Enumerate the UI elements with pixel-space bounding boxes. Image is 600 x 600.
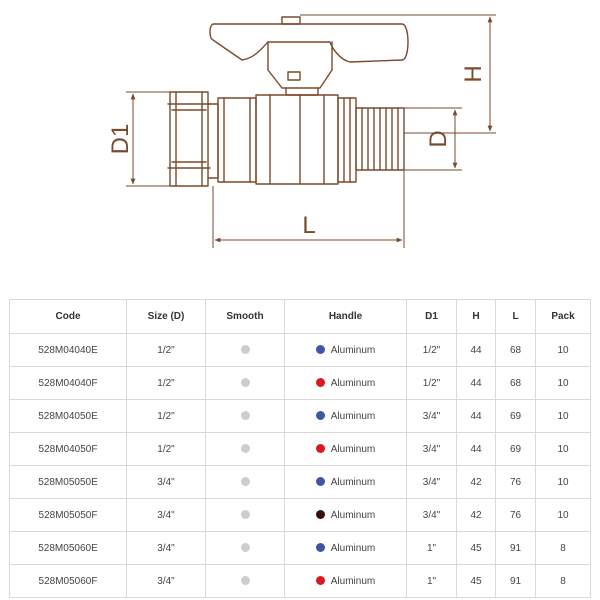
cell-smooth — [206, 466, 285, 499]
cell-smooth — [206, 334, 285, 367]
valve-body-outline — [256, 95, 338, 184]
handle-color-dot-icon — [316, 345, 325, 354]
cell-pack: 10 — [536, 433, 591, 466]
cell-d1: 3/4" — [407, 400, 457, 433]
cell-l: 76 — [496, 499, 536, 532]
dimension-label-h: H — [460, 65, 487, 83]
header-l: L — [496, 300, 536, 334]
handle-color-dot-icon — [316, 477, 325, 486]
threaded-end-outline — [356, 108, 404, 170]
cell-d1: 1/2" — [407, 334, 457, 367]
cell-handle — [285, 433, 407, 466]
header-code: Code — [10, 300, 127, 334]
cell-h: 42 — [457, 499, 496, 532]
handle-material: Aluminum — [330, 344, 376, 356]
smooth-finish-dot-icon — [241, 510, 250, 519]
cell-handle — [285, 499, 407, 532]
cell-d1: 3/4" — [407, 499, 457, 532]
table-row — [10, 466, 591, 499]
cell-handle — [285, 466, 407, 499]
handle-material: Aluminum — [330, 443, 376, 455]
cell-code: 528M05060E — [10, 532, 127, 565]
handle-color-dot-icon — [316, 576, 325, 585]
handle-material: Aluminum — [330, 377, 376, 389]
cell-handle — [285, 400, 407, 433]
cell-smooth — [206, 565, 285, 598]
cell-l: 68 — [496, 367, 536, 400]
cell-handle — [285, 367, 407, 400]
cell-l: 91 — [496, 532, 536, 565]
cell-size: 3/4" — [127, 565, 206, 598]
cell-h: 44 — [457, 367, 496, 400]
table-row — [10, 367, 591, 400]
cell-smooth — [206, 400, 285, 433]
dimension-label-l: L — [302, 212, 316, 239]
table-body — [10, 334, 591, 598]
connector-outline — [208, 98, 256, 182]
cell-pack: 10 — [536, 499, 591, 532]
smooth-finish-dot-icon — [241, 477, 250, 486]
cell-code: 528M04050F — [10, 433, 127, 466]
cell-h: 45 — [457, 532, 496, 565]
header-h: H — [457, 300, 496, 334]
cell-l: 91 — [496, 565, 536, 598]
dimension-label-d: D — [425, 130, 452, 148]
cell-pack: 10 — [536, 334, 591, 367]
smooth-finish-dot-icon — [241, 378, 250, 387]
header-handle: Handle — [285, 300, 407, 334]
cell-pack: 10 — [536, 400, 591, 433]
handle-material: Aluminum — [330, 476, 376, 488]
handle-material: Aluminum — [330, 575, 376, 587]
handle-color-dot-icon — [316, 510, 325, 519]
cell-h: 44 — [457, 334, 496, 367]
handle-color-dot-icon — [316, 444, 325, 453]
cell-size: 1/2" — [127, 367, 206, 400]
cell-handle — [285, 532, 407, 565]
cell-h: 44 — [457, 400, 496, 433]
smooth-finish-dot-icon — [241, 444, 250, 453]
cell-h: 45 — [457, 565, 496, 598]
smooth-finish-dot-icon — [241, 576, 250, 585]
cell-smooth — [206, 433, 285, 466]
cell-d1: 1" — [407, 532, 457, 565]
table-header-row — [10, 300, 591, 334]
handle-material: Aluminum — [330, 542, 376, 554]
header-pack: Pack — [536, 300, 591, 334]
table-row — [10, 565, 591, 598]
union-nut-outline — [168, 92, 210, 186]
body-nut-outline — [338, 98, 356, 182]
cell-size: 1/2" — [127, 433, 206, 466]
cell-l: 68 — [496, 334, 536, 367]
cell-handle — [285, 565, 407, 598]
cell-l: 69 — [496, 400, 536, 433]
cell-code: 528M04040E — [10, 334, 127, 367]
cell-h: 44 — [457, 433, 496, 466]
header-d1: D1 — [407, 300, 457, 334]
cell-smooth — [206, 499, 285, 532]
valve-technical-drawing — [0, 0, 600, 290]
dimension-label-d1: D1 — [107, 123, 134, 155]
smooth-finish-dot-icon — [241, 345, 250, 354]
table-row — [10, 400, 591, 433]
cell-code: 528M04040F — [10, 367, 127, 400]
cell-d1: 3/4" — [407, 466, 457, 499]
specification-table — [9, 299, 591, 598]
table-row — [10, 334, 591, 367]
cell-l: 69 — [496, 433, 536, 466]
cell-handle — [285, 334, 407, 367]
cell-smooth — [206, 532, 285, 565]
smooth-finish-dot-icon — [241, 411, 250, 420]
cell-pack: 10 — [536, 466, 591, 499]
table-row — [10, 532, 591, 565]
cell-size: 1/2" — [127, 400, 206, 433]
cell-code: 528M05060F — [10, 565, 127, 598]
cell-size: 3/4" — [127, 499, 206, 532]
handle-color-dot-icon — [316, 543, 325, 552]
cell-pack: 8 — [536, 565, 591, 598]
handle-material: Aluminum — [330, 509, 376, 521]
cell-size: 3/4" — [127, 466, 206, 499]
header-size: Size (D) — [127, 300, 206, 334]
cell-d1: 1" — [407, 565, 457, 598]
smooth-finish-dot-icon — [241, 543, 250, 552]
handle-material: Aluminum — [330, 410, 376, 422]
cell-size: 1/2" — [127, 334, 206, 367]
cell-code: 528M04050E — [10, 400, 127, 433]
cell-pack: 10 — [536, 367, 591, 400]
cell-smooth — [206, 367, 285, 400]
handle-color-dot-icon — [316, 411, 325, 420]
table-row — [10, 433, 591, 466]
cell-size: 3/4" — [127, 532, 206, 565]
cell-d1: 1/2" — [407, 367, 457, 400]
handle-color-dot-icon — [316, 378, 325, 387]
cell-h: 42 — [457, 466, 496, 499]
cell-pack: 8 — [536, 532, 591, 565]
table-row — [10, 499, 591, 532]
cell-code: 528M05050F — [10, 499, 127, 532]
cell-l: 76 — [496, 466, 536, 499]
header-smooth: Smooth — [206, 300, 285, 334]
cell-code: 528M05050E — [10, 466, 127, 499]
handle-outline — [210, 17, 408, 95]
cell-d1: 3/4" — [407, 433, 457, 466]
